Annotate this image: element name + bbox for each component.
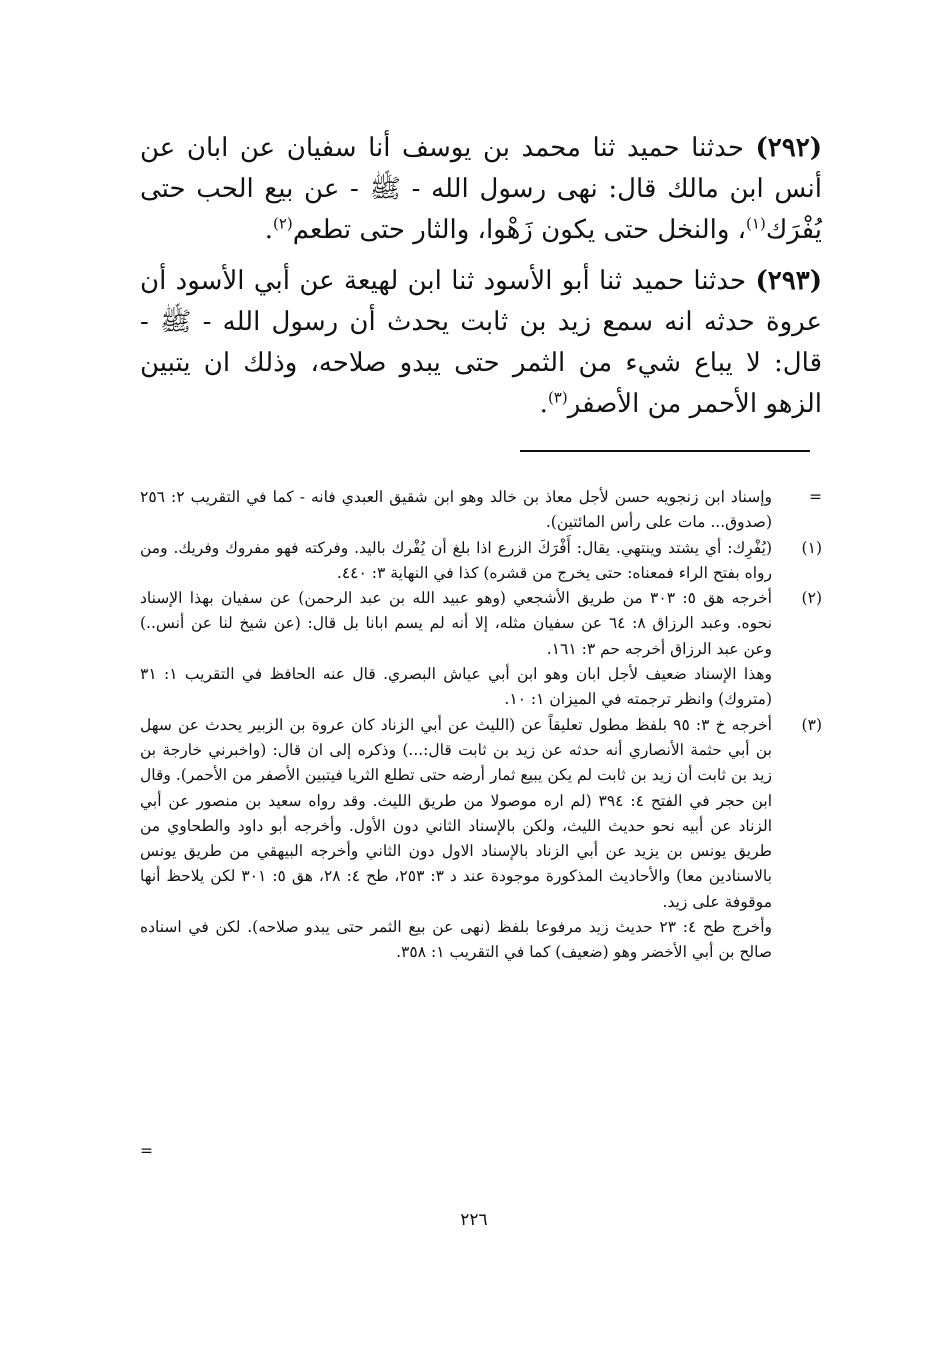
hadith-292 — [140, 128, 822, 251]
hadith-text: . — [539, 389, 548, 419]
hadith-text: ، والنخل حتى يكون زَهْوا، والثار حتى تطعم — [292, 215, 747, 245]
hadith-text: . — [264, 215, 273, 245]
footnote-3 — [140, 713, 822, 966]
continuation-mark: = — [140, 1142, 153, 1160]
hadith-293 — [140, 261, 822, 425]
footnote-reference: (٢) — [272, 214, 293, 233]
footnote-reference: (١) — [746, 214, 766, 233]
main-text — [140, 128, 822, 435]
footnote-text: (يُفْرِك: أي يشتد وينتهي. يقال: أَفْرَكَ الزرع اذا بلغ أن يُفْرك باليد. وفركته فهو مفروك وفريك. ومن رواه بفتح الراء فمعناه: حتى يخرج من قشره) كذا في النهاية ٣: ٤٤٠. — [140, 538, 772, 582]
footnote-mark: (١) — [801, 538, 822, 557]
footnote-text: أخرجه هق ٥: ٣٠٣ من طريق الأشجعي (وهو عبيد الله بن عبد الرحمن) عن سفيان بهذا الإسناد نحوه. وعبد الرزاق ٨: ٦٤ عن سفيان مثله، إلا أنه لم يسم ابانا بل قال: (عن شيخ لنا عن أنس..) وعن عبد الرزاق أخرجه حم ٣: ١٦١. — [140, 589, 773, 658]
hadith-text: حدثنا حميد ثنا أبو الأسود ثنا ابن لهيعة عن أبي الأسود أن عروة حدثه انه سمع زيد بن ثابت يحدث أن رسول الله - ﷺ - قال: لا يباع شيء من الثمر حتى يبدو صلاحه، وذلك ان يتبين الزهو الأحمر من الأصفر — [140, 266, 822, 419]
footnote-text: وأخرج طح ٤: ٢٣ حديث زيد مرفوعا بلفظ (نهى عن بيع الثمر حتى يبدو صلاحه). لكن في اسناده صالح بن أبي الأخضر وهو (ضعيف) كما في التقريب ١: ٣٥٨. — [140, 918, 772, 962]
hadith-number: (٢٩٣) — [755, 266, 822, 296]
footnotes — [140, 485, 822, 966]
footnote-continuation — [140, 485, 822, 536]
footnote-divider — [520, 450, 810, 452]
footnote-text: وهذا الإسناد ضعيف لأجل ابان وهو ابن أبي عياش البصري. قال عنه الحافظ في التقريب ١: ٣١ (متروك) وانظر ترجمته في الميزان ١: ١٠. — [140, 665, 772, 709]
hadith-number: (٢٩٢) — [755, 133, 822, 163]
footnote-2 — [140, 586, 822, 712]
footnote-mark: (٢) — [801, 589, 822, 608]
footnote-mark: = — [809, 488, 822, 506]
footnote-1 — [140, 536, 822, 587]
hadith-text: حدثنا حميد ثنا محمد بن يوسف أنا سفيان عن ابان عن أنس ابن مالك قال: نهى رسول الله - ﷺ - عن بيع الحب حتى يُفْرَك — [140, 133, 822, 245]
footnote-text: أخرجه خ ٣: ٩٥ بلفظ مطول تعليقاً عن (الليث عن أبي الزناد كان عروة بن الزبير يحدث عن سهل بن أبي حثمة الأنصاري أنه حدثه عن زيد بن ثابت قال:...) وذكره إلى ان قال: (واخبرني خارجة بن زيد بن ثابت أن زيد بن ثابت لم يكن يبيع ثمار أرضه حتى تطلع الثريا فيتبين الأصفر من الأحمر). وقال ابن حجر في الفتح ٤: ٣٩٤ (لم اره موصولا من طريق الليث. وقد رواه سعيد بن منصور عن أبي الزناد عن أبيه نحو حديث الليث، ولكن بالإسناد الثاني دون الأول. وأخرجه أبو داود والطحاوي من طريق يونس بن يزيد عن أبي الزناد بالإسناد الاول دون الثاني وأخرجه البيهقي من طريق يونس بالاسنادين معا) والأحاديث المذكورة موجودة عند د ٣: ٢٥٣، طح ٤: ٢٨، هق ٥: ٣٠١ لكن يلاحظ أنها موقوفة على زيد. — [140, 715, 772, 911]
footnote-text: وإسناد ابن زنجويه حسن لأجل معاذ بن خالد وهو ابن شقيق العبدي فانه - كما في التقريب ٢: ٢٥٦ (صدوق... مات على رأس المائتين). — [140, 488, 772, 532]
footnote-reference: (٣) — [547, 388, 568, 407]
footnote-mark: (٣) — [801, 715, 822, 734]
page-number: ٢٢٦ — [460, 1210, 488, 1230]
